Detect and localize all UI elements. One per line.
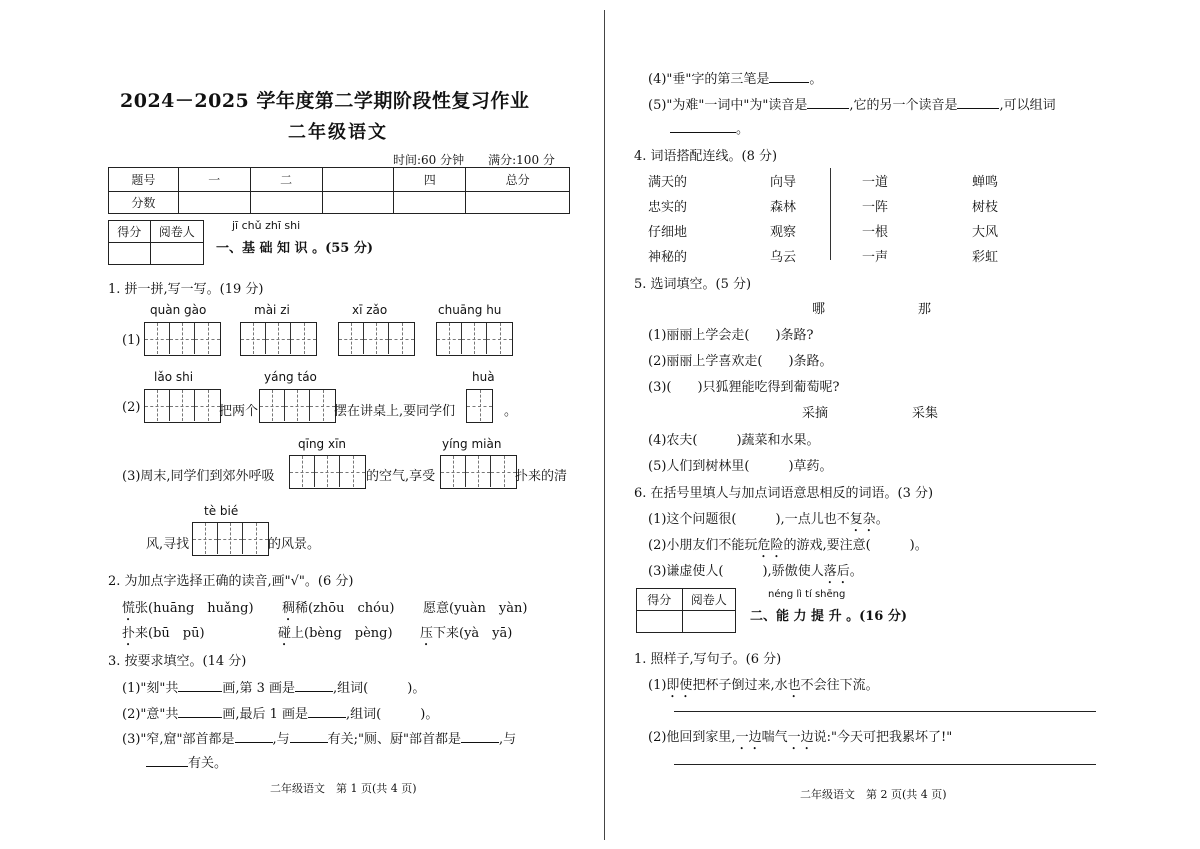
sentence-text: 的风景。: [268, 537, 321, 552]
writing-grid[interactable]: [144, 389, 221, 423]
match-word: 森林: [770, 200, 797, 215]
sentence-text: 扑来的清: [515, 469, 568, 484]
grader-box-grader-label: 阅卷人: [150, 221, 203, 243]
writing-grid[interactable]: [289, 455, 366, 489]
writing-grid[interactable]: [144, 322, 221, 356]
answer-blank[interactable]: [670, 121, 736, 133]
grader-cell[interactable]: [682, 611, 735, 633]
match-word: 树枝: [972, 200, 999, 215]
score-table-header-cell: 四: [394, 168, 466, 192]
score-cell[interactable]: [250, 192, 322, 214]
pinyin-label: lǎo shi: [154, 370, 194, 384]
writing-grid[interactable]: [338, 322, 415, 356]
time-info: 时间:60 分钟 满分:100 分: [393, 153, 555, 167]
score-cell[interactable]: [466, 192, 570, 214]
pinyin-label: chuāng hu: [438, 303, 502, 317]
match-word: 满天的: [648, 175, 688, 190]
answer-blank[interactable]: [769, 71, 809, 83]
score-table-header-cell: 一: [178, 168, 250, 192]
question-title: 1. 照样子,写句子。(6 分): [634, 652, 782, 667]
match-word: 仔细地: [648, 225, 688, 240]
example-sentence: (1)即使把杯子倒过来,水也不会往下流。: [648, 678, 879, 693]
fill-line: (5)"为难"一词中"为"读音是 ,它的另一个读音是 ,可以组词: [648, 98, 1056, 113]
section-heading: 二、能 力 提 升 。(16 分): [750, 609, 908, 624]
grader-box-grader-label: 阅卷人: [682, 589, 735, 611]
answer-blank[interactable]: [290, 731, 328, 743]
sentence-text: (3)周末,同学们到郊外呼吸: [122, 469, 275, 484]
writing-grid[interactable]: [192, 522, 269, 556]
score-table-row-label: 分数: [109, 192, 179, 214]
section-heading: 一、基 础 知 识 。(55 分): [216, 241, 374, 256]
word-choice: 哪: [812, 302, 826, 317]
section-pinyin: jī chǔ zhī shi: [232, 219, 301, 232]
fill-line: (4)农夫( )蔬菜和水果。: [648, 433, 820, 448]
match-word: 一阵: [862, 200, 889, 215]
grader-box-score-label: 得分: [637, 589, 683, 611]
sentence-text: 摆在讲桌上,要同学们: [334, 404, 456, 419]
score-table-header-cell: 题号: [109, 168, 179, 192]
answer-blank[interactable]: [178, 680, 222, 692]
grader-box-score-label: 得分: [109, 221, 151, 243]
score-cell[interactable]: [178, 192, 250, 214]
score-cell[interactable]: [109, 243, 151, 265]
fill-line: (2)小朋友们不能玩危险的游戏,要注意( )。: [648, 538, 928, 553]
fill-line: 有关。: [146, 752, 227, 771]
page-footer: 二年级语文 第 2 页(共 4 页): [800, 788, 947, 801]
question-title: 6. 在括号里填人与加点词语意思相反的词语。(3 分): [634, 486, 934, 501]
section-pinyin: néng lì tí shēng: [768, 589, 846, 600]
match-word: 一根: [862, 225, 889, 240]
example-sentence: (2)他回到家里,一边喘气一边说:"今天可把我累坏了!": [648, 730, 953, 745]
answer-blank[interactable]: [461, 731, 499, 743]
match-word: 观察: [770, 225, 797, 240]
grader-box: [636, 588, 736, 633]
match-word: 向导: [770, 175, 797, 190]
match-word: 彩虹: [972, 250, 999, 265]
grader-box: [108, 220, 204, 265]
reading-item: 愿意(yuàn yàn): [423, 601, 528, 616]
match-word: 一声: [862, 250, 889, 265]
reading-item: 碰上(bèng pèng): [278, 626, 393, 641]
writing-grid[interactable]: [259, 389, 336, 423]
fill-line: (3)谦虚使人( ),骄傲使人落后。: [648, 564, 863, 579]
question-title: 3. 按要求填空。(14 分): [108, 654, 247, 669]
match-word: 大风: [972, 225, 999, 240]
match-word: 神秘的: [648, 250, 688, 265]
score-table-header-cell: 二: [250, 168, 322, 192]
fill-line: (1)这个问题很( ),一点儿也不复杂。: [648, 512, 889, 527]
fill-line: (3)"窄,窟"部首都是 ,与 有关;"厕、厨"部首都是 ,与: [122, 732, 517, 747]
question-title: 2. 为加点字选择正确的读音,画"√"。(6 分): [108, 574, 354, 589]
pinyin-label: mài zi: [254, 303, 290, 317]
question-title: 5. 选词填空。(5 分): [634, 277, 752, 292]
page-footer: 二年级语文 第 1 页(共 4 页): [270, 782, 417, 795]
question-title: 1. 拼一拼,写一写。(19 分): [108, 282, 264, 297]
answer-blank[interactable]: [235, 731, 273, 743]
writing-grid[interactable]: [440, 455, 517, 489]
fill-line: (2)丽丽上学喜欢走( )条路。: [648, 354, 833, 369]
answer-blank[interactable]: [295, 680, 333, 692]
writing-grid[interactable]: [466, 389, 493, 423]
fill-line: (4)"垂"字的第三笔是 。: [648, 72, 823, 87]
score-cell[interactable]: [637, 611, 683, 633]
answer-blank[interactable]: [957, 97, 999, 109]
sentence-text: 把两个: [219, 404, 259, 419]
score-cell[interactable]: [322, 192, 394, 214]
sentence-text: 。: [504, 404, 518, 419]
word-choice: 采摘: [802, 406, 829, 421]
match-word: 蝉鸣: [972, 175, 999, 190]
page-subtitle: 二年级语文: [288, 122, 388, 143]
pinyin-label: yáng táo: [264, 370, 317, 384]
page-title: 2024－2025 学年度第二学期阶段性复习作业: [120, 90, 530, 112]
reading-item: 压下来(yà yā): [420, 626, 513, 641]
pinyin-label: quàn gào: [150, 303, 207, 317]
answer-blank[interactable]: [308, 706, 346, 718]
pinyin-label: huà: [472, 370, 495, 384]
writing-grid[interactable]: [436, 322, 513, 356]
reading-item: 慌张(huāng huǎng): [122, 601, 254, 616]
writing-grid[interactable]: [240, 322, 317, 356]
pinyin-label: qīng xīn: [298, 437, 347, 451]
fill-line: (1)丽丽上学会走( )条路?: [648, 328, 814, 343]
item-label: (2): [122, 400, 141, 415]
score-table-header-cell: 总分: [466, 168, 570, 192]
match-word: 一道: [862, 175, 889, 190]
item-label: (1): [122, 333, 141, 348]
score-table-header-cell: [322, 168, 394, 192]
fill-line: 。: [670, 118, 749, 137]
answer-blank[interactable]: [178, 706, 222, 718]
grader-cell[interactable]: [150, 243, 203, 265]
match-word: 忠实的: [648, 200, 688, 215]
fill-line: (2)"意"共 画,最后 1 画是 ,组词( )。: [122, 707, 439, 722]
pinyin-label: xī zǎo: [352, 303, 388, 317]
answer-line[interactable]: [674, 764, 1096, 765]
pinyin-label: tè bié: [204, 504, 239, 518]
word-choice: 那: [918, 302, 932, 317]
column-separator: [830, 168, 831, 260]
match-word: 乌云: [770, 250, 797, 265]
sentence-text: 的空气,享受: [366, 469, 436, 484]
word-choice: 采集: [912, 406, 939, 421]
score-table: [108, 167, 570, 214]
score-cell[interactable]: [394, 192, 466, 214]
pinyin-label: yíng miàn: [442, 437, 502, 451]
fill-line: (3)( )只狐狸能吃得到葡萄呢?: [648, 380, 840, 395]
fill-line: (5)人们到树林里( )草药。: [648, 459, 833, 474]
sentence-text: 风,寻找: [146, 537, 190, 552]
reading-item: 稠稀(zhōu chóu): [282, 601, 395, 616]
fill-line: (1)"刻"共 画,第 3 画是 ,组词( )。: [122, 681, 426, 696]
answer-line[interactable]: [674, 711, 1096, 712]
question-title: 4. 词语搭配连线。(8 分): [634, 149, 778, 164]
answer-blank[interactable]: [807, 97, 849, 109]
page-divider: [604, 10, 605, 840]
reading-item: 扑来(bū pū): [122, 626, 205, 641]
answer-blank[interactable]: [146, 755, 188, 767]
